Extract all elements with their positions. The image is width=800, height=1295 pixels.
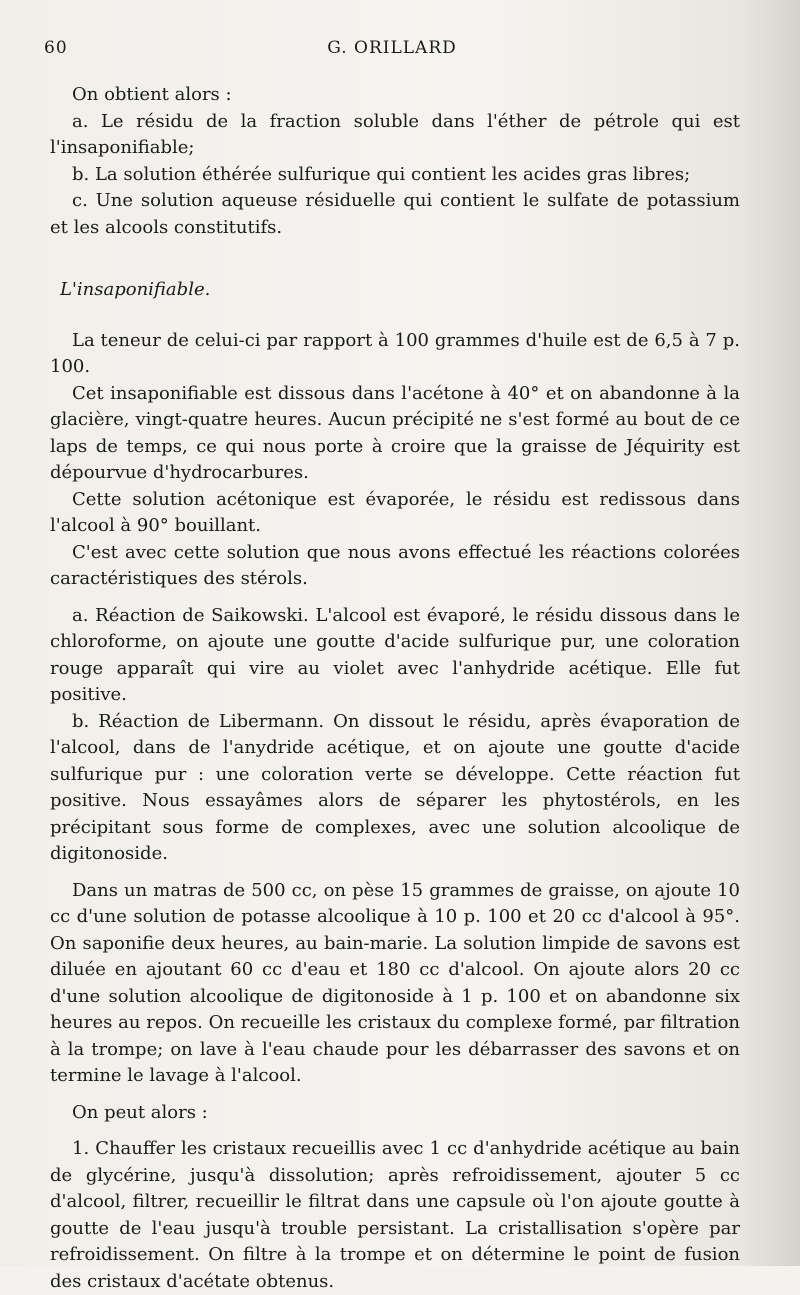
page-number: 60 — [44, 38, 68, 58]
paragraph: On peut alors : — [72, 1101, 208, 1123]
paragraph-intro: On obtient alors : — [72, 84, 232, 105]
body-text — [50, 82, 740, 1295]
section-heading: L'insaponifiable. — [60, 279, 211, 300]
paragraph: Cette solution acétonique est évaporée, le résidu est redissous dans l'alcool à 90° bouillant. — [50, 488, 740, 536]
list-item-c: c. Une solution aqueuse résiduelle qui contient le sulfate de potassium et les alcools constitutifs. — [50, 190, 740, 238]
paragraph: Cet insaponifiable est dissous dans l'acétone à 40° et on abandonne à la glacière, vingt-quatre heures. Aucun précipité ne s'est formé au bout de ce laps de temps, ce qui nous porte à croire que la graisse de Jéquirity est dépourvue d'hydrocarbures. — [50, 382, 740, 483]
list-item-b: b. La solution éthérée sulfurique qui contient les acides gras libres; — [72, 163, 691, 185]
reaction-b: b. Réaction de Libermann. On dissout le résidu, après évaporation de l'alcool, dans de l'anydride acétique, et on ajoute une goutte d'acide sulfurique pur : une coloration verte se développe. Cette réaction fut positive. Nous essayâmes alors de séparer les phytostérols, en les précipitant sous forme de complexes, avec une solution alcoolique de digitonoside. — [50, 710, 740, 864]
running-head: G. ORILLARD — [327, 38, 457, 58]
list-item-a: a. Le résidu de la fraction soluble dans l'éther de pétrole qui est l'insaponifiable; — [50, 110, 740, 158]
page-header — [44, 38, 740, 62]
reaction-a: a. Réaction de Saikowski. L'alcool est évaporé, le résidu dissous dans le chloroforme, on ajoute une goutte d'acide sulfurique pur, une coloration rouge apparaît qui vire au violet avec l'anhydride acétique. Elle fut positive. — [50, 604, 740, 705]
paragraph: C'est avec cette solution que nous avons effectué les réactions colorées caractéristiques des stérols. — [50, 541, 740, 589]
list-item-1: 1. Chauffer les cristaux recueillis avec 1 cc d'anhydride acétique au bain de glycérine, jusqu'à dissolution; après refroidissement, ajouter 5 cc d'alcool, filtrer, recueillir le filtrat dans une capsule où l'on ajoute goutte à goutte de l'eau jusqu'à trouble persistant. La cristallisation s'opère par refroidissement. On filtre à la trompe et on détermine le point de fusion des cristaux d'acétate obtenus. — [50, 1138, 740, 1292]
paragraph: Dans un matras de 500 cc, on pèse 15 grammes de graisse, on ajoute 10 cc d'une solution de potasse alcoolique à 10 p. 100 et 20 cc d'alcool à 95°. On saponifie deux heures, au bain-marie. La solution limpide de savons est diluée en ajoutant 60 cc d'eau et 180 cc d'alcool. On ajoute alors 20 cc d'une solution alcoolique de digitonoside à 1 p. 100 et on abandonne six heures au repos. On recueille les cristaux du complexe formé, par filtration à la trompe; on lave à l'eau chaude pour les débarrasser des savons et on termine le lavage à l'alcool. — [50, 879, 740, 1086]
paragraph: La teneur de celui-ci par rapport à 100 grammes d'huile est de 6,5 à 7 p. 100. — [50, 329, 740, 377]
